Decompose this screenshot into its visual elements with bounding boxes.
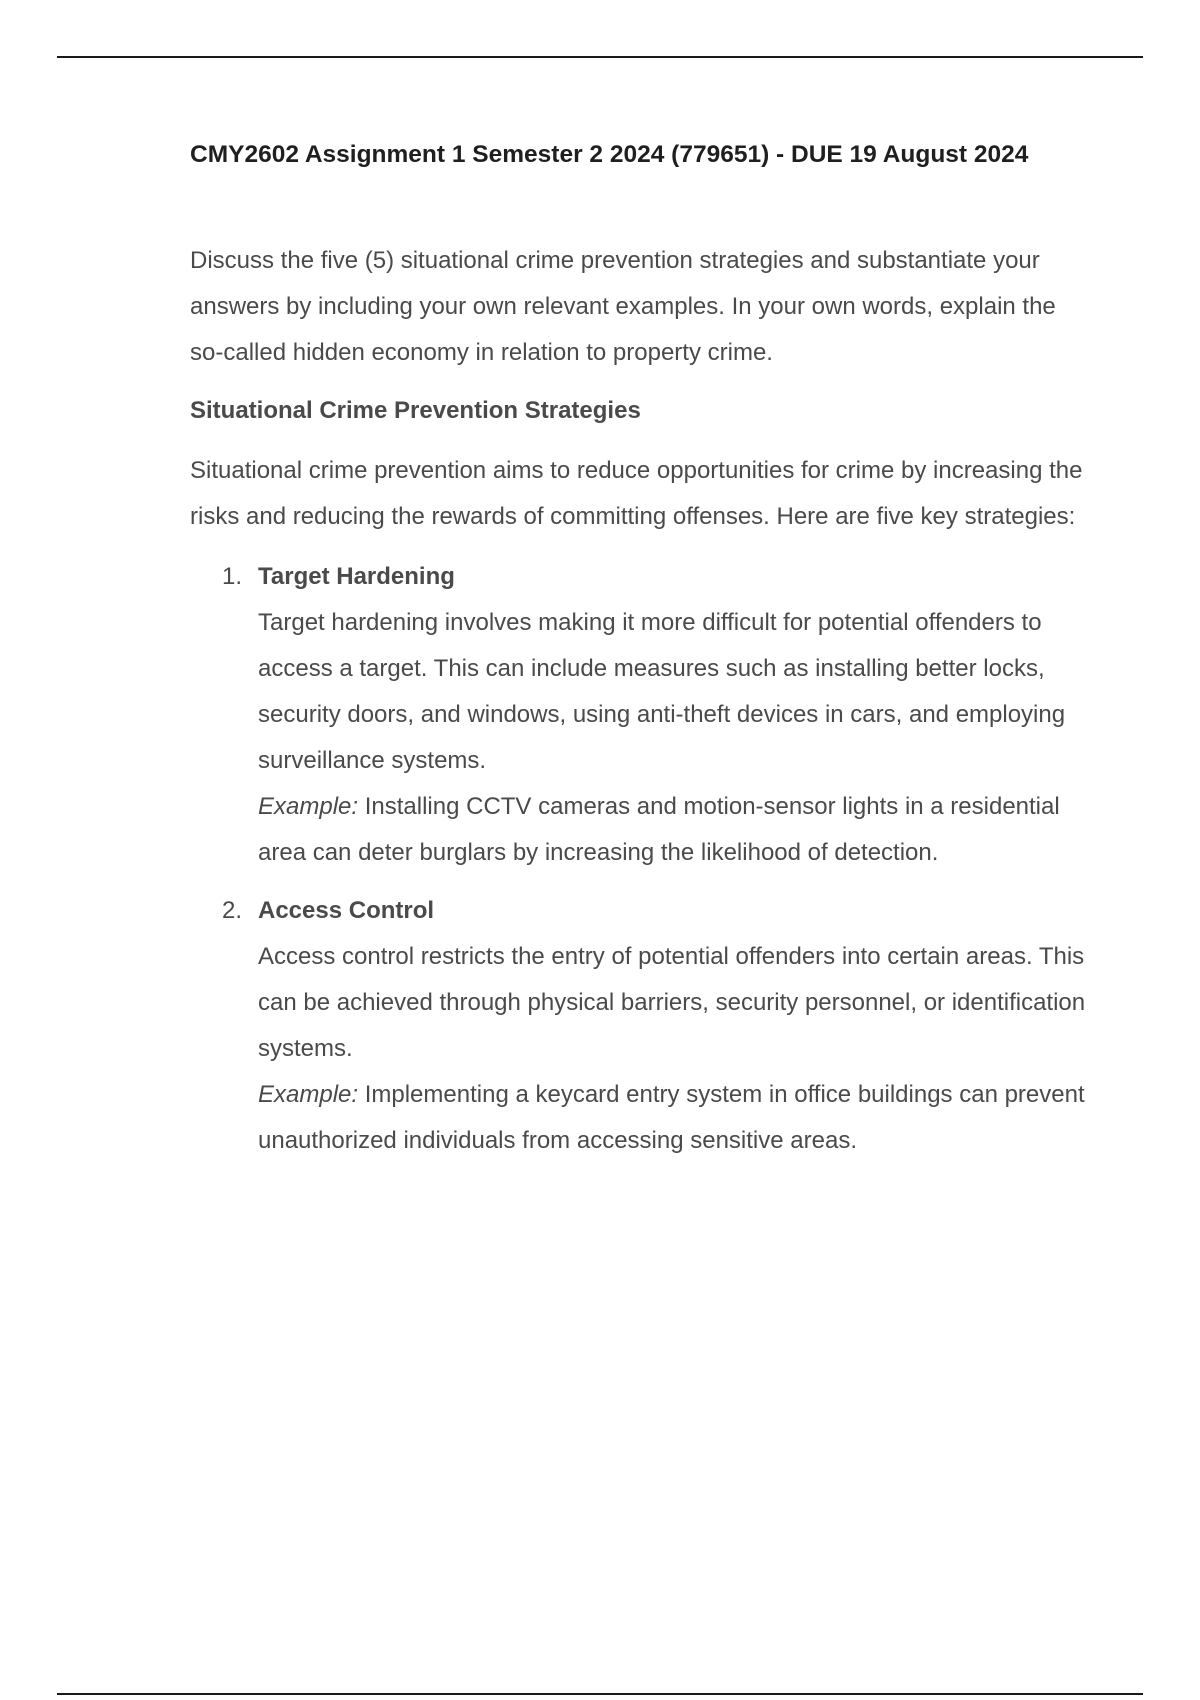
strategy-title: Target Hardening (258, 563, 455, 590)
strategy-description: Target hardening involves making it more difficult for potential offenders to access a target. This can include measures such as installing better locks, security doors, and windows, using anti-theft devices in cars, and employing surveillance systems. (258, 609, 1066, 774)
document-body (190, 132, 1090, 1176)
document-title: CMY2602 Assignment 1 Semester 2 2024 (779651) - DUE 19 August 2024 (190, 141, 1029, 168)
section-heading: Situational Crime Prevention Strategies (190, 397, 641, 424)
bottom-rule (57, 1693, 1143, 1695)
strategy-item (190, 554, 1090, 876)
strategy-list (190, 554, 1090, 1164)
example-text: Installing CCTV cameras and motion-sensor lights in a residential area can deter burglars by increasing the likelihood of detection. (258, 793, 1060, 866)
assignment-question: Discuss the five (5) situational crime prevention strategies and substantiate your answers by including your own relevant examples. In your own words, explain the so-called hidden economy in relation to property crime. (190, 247, 1056, 366)
strategy-example (258, 784, 1090, 876)
strategy-title: Access Control (258, 897, 435, 924)
example-label: Example: (258, 793, 359, 820)
section-intro: Situational crime prevention aims to reduce opportunities for crime by increasing the risks and reducing the rewards of committing offenses. Here are five key strategies: (190, 457, 1083, 530)
strategy-number: 2. (222, 897, 243, 924)
example-text: Implementing a keycard entry system in office buildings can prevent unauthorized individuals from accessing sensitive areas. (258, 1081, 1085, 1154)
strategy-example (258, 1072, 1090, 1164)
strategy-number: 1. (222, 563, 243, 590)
top-rule (57, 56, 1143, 58)
strategy-item (190, 888, 1090, 1164)
example-label: Example: (258, 1081, 359, 1108)
strategy-description: Access control restricts the entry of potential offenders into certain areas. This can be achieved through physical barriers, security personnel, or identification systems. (258, 943, 1086, 1062)
